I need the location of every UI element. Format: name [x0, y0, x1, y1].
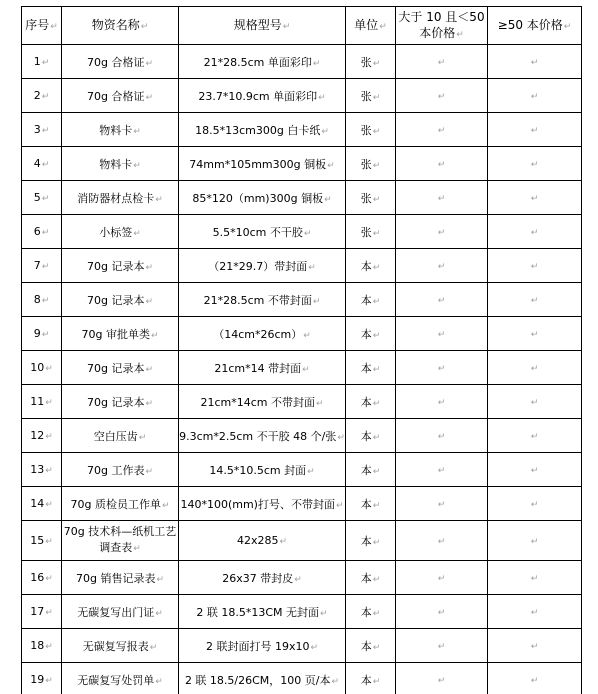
- table-row: [22, 351, 582, 385]
- table-row: [22, 45, 582, 79]
- cell-price-10-50[interactable]: [396, 351, 488, 385]
- cell-price-50[interactable]: [488, 215, 582, 249]
- cell-spec: 2 联 18.5*13CM 无封面↵: [179, 595, 346, 629]
- paragraph-mark-icon: ↵: [437, 126, 446, 136]
- cell-seq: 12↵: [22, 419, 62, 453]
- cell-price-50[interactable]: [488, 351, 582, 385]
- paragraph-mark-icon: ↵: [437, 228, 446, 238]
- table-body: [22, 45, 582, 694]
- cell-seq: 9↵: [22, 317, 62, 351]
- cell-seq: 5↵: [22, 181, 62, 215]
- table-row: [22, 629, 582, 663]
- cell-price-50[interactable]: [488, 453, 582, 487]
- cell-price-50[interactable]: [488, 663, 582, 694]
- cell-name: 70g 合格证↵: [62, 79, 179, 113]
- paragraph-mark-icon: ↵: [372, 537, 381, 548]
- paragraph-mark-icon: ↵: [437, 330, 446, 340]
- paragraph-mark-icon: ↵: [41, 126, 50, 136]
- cell-name: 70g 工作表↵: [62, 453, 179, 487]
- cell-seq: 19↵: [22, 663, 62, 694]
- paragraph-mark-icon: ↵: [308, 262, 316, 273]
- cell-spec: 9.3cm*2.5cm 不干胶 48 个/张↵: [179, 419, 346, 453]
- cell-unit: 本↵: [346, 351, 396, 385]
- paragraph-mark-icon: ↵: [45, 608, 53, 618]
- cell-spec: （21*29.7）带封面↵: [179, 249, 346, 283]
- paragraph-mark-icon: ↵: [303, 330, 311, 341]
- paragraph-mark-icon: ↵: [133, 228, 141, 239]
- cell-price-10-50[interactable]: [396, 663, 488, 694]
- table-row: [22, 283, 582, 317]
- paragraph-mark-icon: ↵: [372, 398, 381, 409]
- paragraph-mark-icon: ↵: [321, 126, 329, 137]
- cell-price-50[interactable]: [488, 45, 582, 79]
- cell-name: 70g 技术科—纸机工艺调查表↵: [62, 521, 179, 561]
- cell-name: 70g 记录本↵: [62, 385, 179, 419]
- cell-unit: 张↵: [346, 113, 396, 147]
- paragraph-mark-icon: ↵: [372, 364, 381, 375]
- paragraph-mark-icon: ↵: [530, 608, 539, 618]
- table-row: [22, 317, 582, 351]
- paragraph-mark-icon: ↵: [437, 262, 446, 272]
- cell-price-50[interactable]: [488, 487, 582, 521]
- cell-price-10-50[interactable]: [396, 595, 488, 629]
- cell-spec: 26x37 带封皮↵: [179, 561, 346, 595]
- paragraph-mark-icon: ↵: [372, 296, 381, 307]
- paragraph-mark-icon: ↵: [312, 58, 321, 69]
- cell-price-10-50[interactable]: [396, 215, 488, 249]
- table-header-row: [22, 7, 582, 45]
- paragraph-mark-icon: ↵: [145, 92, 154, 103]
- header-price-50: ≥50 本价格↵: [488, 7, 582, 45]
- cell-price-50[interactable]: [488, 561, 582, 595]
- cell-price-10-50[interactable]: [396, 249, 488, 283]
- cell-unit: 张↵: [346, 45, 396, 79]
- paragraph-mark-icon: ↵: [372, 92, 381, 103]
- paragraph-mark-icon: ↵: [530, 432, 539, 442]
- header-name: 物资名称↵: [62, 7, 179, 45]
- cell-spec: 2 联封面打号 19x10↵: [179, 629, 346, 663]
- cell-price-10-50[interactable]: [396, 113, 488, 147]
- cell-price-10-50[interactable]: [396, 419, 488, 453]
- paragraph-mark-icon: ↵: [45, 676, 53, 686]
- paragraph-mark-icon: ↵: [530, 537, 539, 547]
- header-price-10-50: 大于 10 且＜50 本价格↵: [396, 7, 488, 45]
- table-row: [22, 113, 582, 147]
- table-row: [22, 385, 582, 419]
- table-row: [22, 595, 582, 629]
- paragraph-mark-icon: ↵: [437, 92, 446, 102]
- paragraph-mark-icon: ↵: [155, 608, 163, 619]
- paragraph-mark-icon: ↵: [331, 676, 340, 687]
- paragraph-mark-icon: ↵: [437, 432, 446, 442]
- paragraph-mark-icon: ↵: [530, 160, 539, 170]
- cell-name: 70g 记录本↵: [62, 351, 179, 385]
- paragraph-mark-icon: ↵: [320, 608, 328, 619]
- cell-price-10-50[interactable]: [396, 147, 488, 181]
- cell-seq: 1↵: [22, 45, 62, 79]
- paragraph-mark-icon: ↵: [312, 296, 321, 307]
- paragraph-mark-icon: ↵: [310, 642, 319, 653]
- paragraph-mark-icon: ↵: [145, 296, 154, 307]
- cell-name: 物料卡↵: [62, 147, 179, 181]
- table-row: [22, 147, 582, 181]
- paragraph-mark-icon: ↵: [294, 574, 302, 585]
- paragraph-mark-icon: ↵: [437, 500, 446, 510]
- cell-name: 70g 审批单类↵: [62, 317, 179, 351]
- cell-name: 70g 合格证↵: [62, 45, 179, 79]
- table-row: [22, 453, 582, 487]
- paragraph-mark-icon: ↵: [41, 262, 50, 272]
- cell-price-10-50[interactable]: [396, 629, 488, 663]
- cell-price-50[interactable]: [488, 147, 582, 181]
- cell-price-50[interactable]: [488, 249, 582, 283]
- paragraph-mark-icon: ↵: [372, 642, 381, 653]
- cell-unit: 本↵: [346, 419, 396, 453]
- cell-unit: 本↵: [346, 283, 396, 317]
- paragraph-mark-icon: ↵: [530, 500, 539, 510]
- cell-seq: 7↵: [22, 249, 62, 283]
- cell-unit: 本↵: [346, 249, 396, 283]
- cell-unit: 本↵: [346, 561, 396, 595]
- cell-price-50[interactable]: [488, 181, 582, 215]
- cell-seq: 16↵: [22, 561, 62, 595]
- paragraph-mark-icon: ↵: [150, 330, 159, 341]
- paragraph-mark-icon: ↵: [41, 330, 50, 340]
- table-row: [22, 663, 582, 694]
- cell-name: 70g 质检员工作单↵: [62, 487, 179, 521]
- cell-unit: 本↵: [346, 385, 396, 419]
- paragraph-mark-icon: ↵: [133, 544, 141, 554]
- cell-unit: 本↵: [346, 317, 396, 351]
- paragraph-mark-icon: ↵: [335, 500, 344, 511]
- cell-unit: 本↵: [346, 521, 396, 561]
- table-row: [22, 79, 582, 113]
- cell-spec: 5.5*10cm 不干胶↵: [179, 215, 346, 249]
- cell-price-50[interactable]: [488, 595, 582, 629]
- cell-name: 70g 记录本↵: [62, 283, 179, 317]
- cell-spec: 42x285↵: [179, 521, 346, 561]
- cell-price-10-50[interactable]: [396, 521, 488, 561]
- paragraph-mark-icon: ↵: [45, 500, 53, 510]
- cell-seq: 8↵: [22, 283, 62, 317]
- paragraph-mark-icon: ↵: [133, 160, 141, 171]
- paragraph-mark-icon: ↵: [437, 466, 446, 476]
- cell-price-10-50[interactable]: [396, 385, 488, 419]
- paragraph-mark-icon: ↵: [437, 194, 446, 204]
- paragraph-mark-icon: ↵: [530, 296, 539, 306]
- cell-seq: 10↵: [22, 351, 62, 385]
- paragraph-mark-icon: ↵: [437, 398, 446, 408]
- paragraph-mark-icon: ↵: [372, 574, 381, 585]
- cell-spec: 21*28.5cm 不带封面↵: [179, 283, 346, 317]
- paragraph-mark-icon: ↵: [45, 537, 53, 547]
- paragraph-mark-icon: ↵: [133, 126, 141, 137]
- cell-price-10-50[interactable]: [396, 487, 488, 521]
- paragraph-mark-icon: ↵: [372, 500, 381, 511]
- header-spec: 规格型号↵: [179, 7, 346, 45]
- paragraph-mark-icon: ↵: [307, 466, 315, 477]
- cell-spec: （14cm*26cm）↵: [179, 317, 346, 351]
- cell-price-50[interactable]: [488, 317, 582, 351]
- paragraph-mark-icon: ↵: [530, 642, 539, 652]
- cell-seq: 2↵: [22, 79, 62, 113]
- cell-spec: 21*28.5cm 单面彩印↵: [179, 45, 346, 79]
- cell-name: 小标签↵: [62, 215, 179, 249]
- cell-price-50[interactable]: [488, 283, 582, 317]
- cell-seq: 4↵: [22, 147, 62, 181]
- paragraph-mark-icon: ↵: [372, 194, 381, 205]
- paragraph-mark-icon: ↵: [303, 228, 312, 239]
- paragraph-mark-icon: ↵: [337, 432, 345, 443]
- cell-name: 70g 销售记录表↵: [62, 561, 179, 595]
- paragraph-mark-icon: ↵: [530, 228, 539, 238]
- paragraph-mark-icon: ↵: [324, 194, 332, 205]
- cell-name: 无碳复写出门证↵: [62, 595, 179, 629]
- cell-price-10-50[interactable]: [396, 181, 488, 215]
- cell-seq: 11↵: [22, 385, 62, 419]
- cell-price-10-50[interactable]: [396, 45, 488, 79]
- paragraph-mark-icon: ↵: [437, 296, 446, 306]
- paragraph-mark-icon: ↵: [530, 194, 539, 204]
- paragraph-mark-icon: ↵: [155, 194, 163, 205]
- paragraph-mark-icon: ↵: [437, 676, 446, 686]
- paragraph-mark-icon: ↵: [372, 432, 381, 443]
- paragraph-mark-icon: ↵: [530, 330, 539, 340]
- cell-unit: 本↵: [346, 595, 396, 629]
- cell-price-10-50[interactable]: [396, 561, 488, 595]
- cell-spec: 14.5*10.5cm 封面↵: [179, 453, 346, 487]
- cell-name: 70g 记录本↵: [62, 249, 179, 283]
- cell-unit: 本↵: [346, 487, 396, 521]
- table-row: [22, 561, 582, 595]
- cell-seq: 17↵: [22, 595, 62, 629]
- cell-price-10-50[interactable]: [396, 317, 488, 351]
- paragraph-mark-icon: ↵: [327, 160, 335, 171]
- paragraph-mark-icon: ↵: [315, 398, 324, 409]
- paragraph-mark-icon: ↵: [41, 194, 50, 204]
- cell-name: 无碳复写报表↵: [62, 629, 179, 663]
- cell-spec: 2 联 18.5/26CM，100 页/本↵: [179, 663, 346, 694]
- cell-price-50[interactable]: [488, 113, 582, 147]
- cell-seq: 3↵: [22, 113, 62, 147]
- paragraph-mark-icon: ↵: [372, 466, 381, 477]
- paragraph-mark-icon: ↵: [41, 228, 50, 238]
- paragraph-mark-icon: ↵: [437, 364, 446, 374]
- paragraph-mark-icon: ↵: [45, 642, 53, 652]
- table-row: [22, 487, 582, 521]
- cell-price-10-50[interactable]: [396, 79, 488, 113]
- paragraph-mark-icon: ↵: [302, 364, 310, 375]
- cell-price-50[interactable]: [488, 521, 582, 561]
- paragraph-mark-icon: ↵: [145, 364, 154, 375]
- cell-spec: 21cm*14cm 不带封面↵: [179, 385, 346, 419]
- price-table: [21, 6, 582, 694]
- cell-spec: 85*120（mm)300g 铜板↵: [179, 181, 346, 215]
- paragraph-mark-icon: ↵: [372, 228, 381, 239]
- paragraph-mark-icon: ↵: [437, 160, 446, 170]
- cell-price-50[interactable]: [488, 419, 582, 453]
- table-row: [22, 215, 582, 249]
- cell-spec: 23.7*10.9cm 单面彩印↵: [179, 79, 346, 113]
- paragraph-mark-icon: ↵: [372, 676, 381, 687]
- paragraph-mark-icon: ↵: [318, 92, 326, 103]
- paragraph-mark-icon: ↵: [437, 537, 446, 547]
- paragraph-mark-icon: ↵: [437, 574, 446, 584]
- cell-spec: 18.5*13cm300g 白卡纸↵: [179, 113, 346, 147]
- paragraph-mark-icon: ↵: [530, 364, 539, 374]
- cell-seq: 6↵: [22, 215, 62, 249]
- paragraph-mark-icon: ↵: [45, 466, 53, 476]
- cell-price-50[interactable]: [488, 629, 582, 663]
- cell-unit: 张↵: [346, 79, 396, 113]
- cell-price-50[interactable]: [488, 385, 582, 419]
- paragraph-mark-icon: ↵: [145, 58, 154, 69]
- cell-spec: 21cm*14 带封面↵: [179, 351, 346, 385]
- paragraph-mark-icon: ↵: [155, 676, 163, 687]
- paragraph-mark-icon: ↵: [372, 160, 381, 171]
- cell-unit: 本↵: [346, 453, 396, 487]
- paragraph-mark-icon: ↵: [530, 58, 539, 68]
- cell-unit: 张↵: [346, 215, 396, 249]
- paragraph-mark-icon: ↵: [156, 574, 165, 585]
- cell-price-50[interactable]: [488, 79, 582, 113]
- cell-name: 无碳复写处罚单↵: [62, 663, 179, 694]
- paragraph-mark-icon: ↵: [41, 296, 50, 306]
- paragraph-mark-icon: ↵: [437, 608, 446, 618]
- paragraph-mark-icon: ↵: [530, 574, 539, 584]
- paragraph-mark-icon: ↵: [138, 432, 147, 443]
- table-row: [22, 249, 582, 283]
- paragraph-mark-icon: ↵: [372, 126, 381, 137]
- paragraph-mark-icon: ↵: [41, 92, 50, 102]
- cell-unit: 本↵: [346, 663, 396, 694]
- paragraph-mark-icon: ↵: [149, 642, 158, 653]
- cell-spec: 140*100(mm)打号、不带封面↵: [179, 487, 346, 521]
- paragraph-mark-icon: ↵: [41, 160, 50, 170]
- paragraph-mark-icon: ↵: [530, 466, 539, 476]
- header-seq: 序号↵: [22, 7, 62, 45]
- paragraph-mark-icon: ↵: [530, 126, 539, 136]
- paragraph-mark-icon: ↵: [530, 262, 539, 272]
- paragraph-mark-icon: ↵: [530, 92, 539, 102]
- paragraph-mark-icon: ↵: [41, 58, 50, 68]
- paragraph-mark-icon: ↵: [437, 642, 446, 652]
- cell-unit: 张↵: [346, 147, 396, 181]
- cell-price-10-50[interactable]: [396, 453, 488, 487]
- table-row: [22, 521, 582, 561]
- cell-seq: 13↵: [22, 453, 62, 487]
- paragraph-mark-icon: ↵: [372, 262, 381, 273]
- paragraph-mark-icon: ↵: [45, 364, 53, 374]
- paragraph-mark-icon: ↵: [372, 608, 381, 619]
- paragraph-mark-icon: ↵: [45, 398, 53, 408]
- table-row: [22, 419, 582, 453]
- paragraph-mark-icon: ↵: [45, 432, 53, 442]
- paragraph-mark-icon: ↵: [530, 676, 539, 686]
- cell-name: 消防器材点检卡↵: [62, 181, 179, 215]
- paragraph-mark-icon: ↵: [372, 58, 381, 69]
- cell-unit: 本↵: [346, 629, 396, 663]
- header-unit: 单位↵: [346, 7, 396, 45]
- paragraph-mark-icon: ↵: [45, 574, 53, 584]
- paragraph-mark-icon: ↵: [161, 500, 170, 511]
- cell-unit: 张↵: [346, 181, 396, 215]
- paragraph-mark-icon: ↵: [145, 398, 154, 409]
- paragraph-mark-icon: ↵: [530, 398, 539, 408]
- paragraph-mark-icon: ↵: [372, 330, 381, 341]
- cell-seq: 15↵: [22, 521, 62, 561]
- cell-price-10-50[interactable]: [396, 283, 488, 317]
- paragraph-mark-icon: ↵: [279, 537, 288, 547]
- cell-spec: 74mm*105mm300g 铜板↵: [179, 147, 346, 181]
- paragraph-mark-icon: ↵: [437, 58, 446, 68]
- cell-name: 物料卡↵: [62, 113, 179, 147]
- paragraph-mark-icon: ↵: [145, 262, 154, 273]
- paragraph-mark-icon: ↵: [145, 466, 154, 477]
- table-row: [22, 181, 582, 215]
- cell-name: 空白压齿↵: [62, 419, 179, 453]
- cell-seq: 18↵: [22, 629, 62, 663]
- cell-seq: 14↵: [22, 487, 62, 521]
